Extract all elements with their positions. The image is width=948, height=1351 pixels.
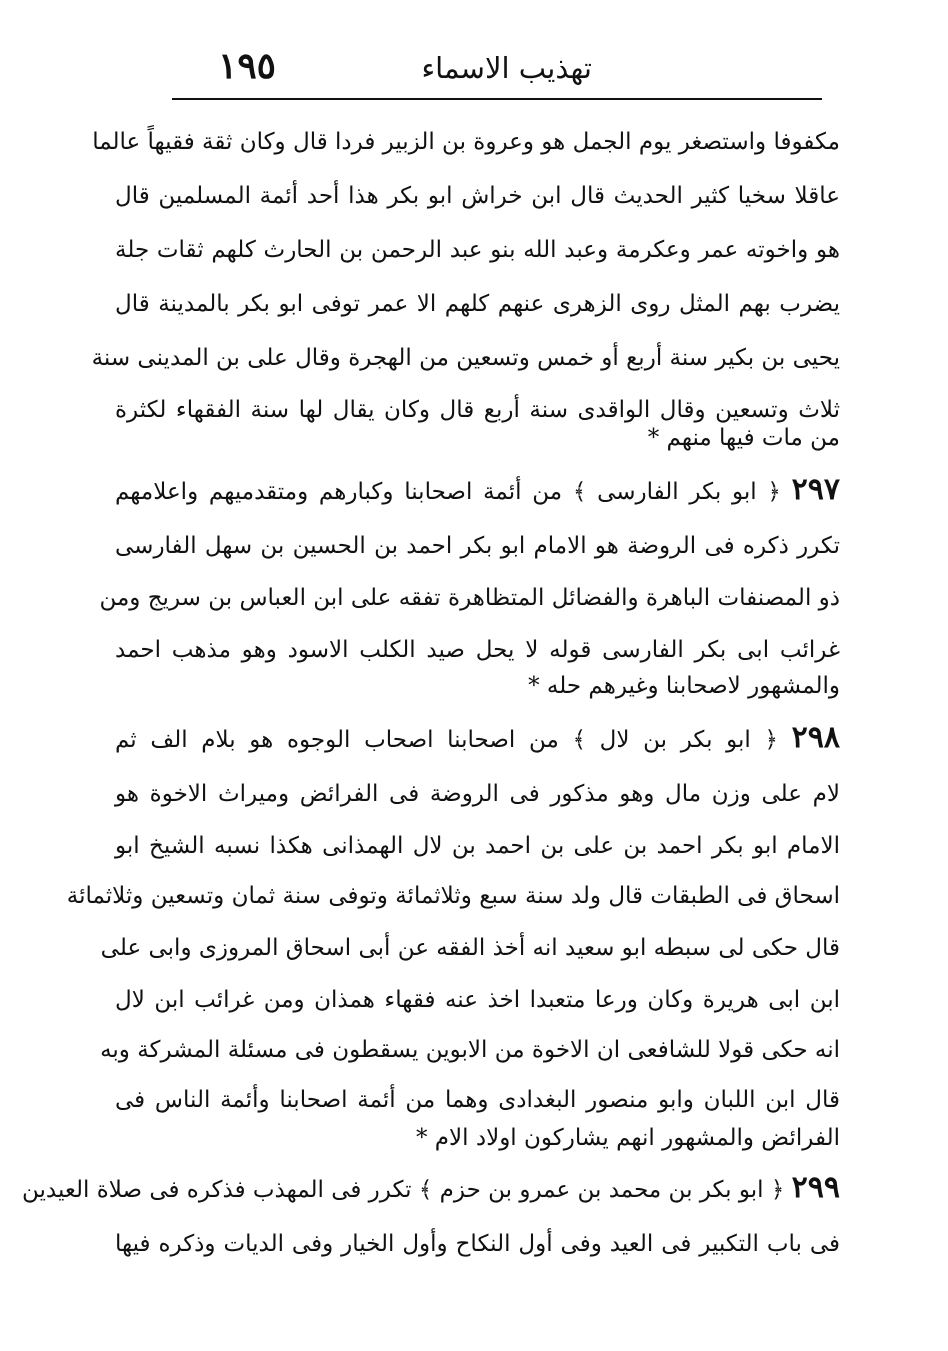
entry-number-299: ٢٩٩ <box>791 1170 840 1205</box>
text-line: فى باب التكبير فى العيد وفى أول النكاح وأول الخيار وفى الديات وذكره فيها <box>115 1231 840 1257</box>
entry-text: ﴿ ابو بكر بن لال ﴾ من اصحابنا اصحاب الوجوه هو بلام الف ثم <box>115 727 778 753</box>
text-line: ذو المصنفات الباهرة والفضائل المتظاهرة تفقه على ابن العباس بن سريج ومن <box>99 585 840 611</box>
text-line: ابن ابى هريرة وكان ورعا متعبدا اخذ عنه فقهاء همذان ومن غرائب ابن لال <box>115 987 840 1013</box>
text-line: لام على وزن مال وهو مذكور فى الروضة فى الفرائض وميراث الاخوة هو <box>115 781 840 807</box>
text-line: تكرر ذكره فى الروضة هو الامام ابو بكر احمد بن الحسين بن سهل الفارسى <box>115 533 840 559</box>
text-line: الامام ابو بكر احمد بن على بن احمد بن لال الهمذانى هكذا نسبه الشيخ ابو <box>115 833 840 859</box>
text-line: انه حكى قولا للشافعى ان الاخوة من الابوين يسقطون فى مسئلة المشركة وبه <box>100 1037 840 1063</box>
entry-line-299 <box>21 1168 840 1208</box>
entry-line-298 <box>115 718 840 758</box>
page-number: ١٩٥ <box>218 45 277 87</box>
text-line: قال حكى لى سبطه ابو سعيد انه أخذ الفقه عن أبى اسحاق المروزى وابى على <box>100 935 840 961</box>
text-line: ثلاث وتسعين وقال الواقدى سنة أربع قال وكان يقال لها سنة الفقهاء لكثرة <box>115 397 840 423</box>
text-line: من مات فيها منهم * <box>647 425 840 451</box>
text-line: قال ابن اللبان وابو منصور البغدادى وهما من أئمة اصحابنا وأئمة الناس فى <box>115 1087 840 1113</box>
text-line: مكفوفا واستصغر يوم الجمل هو وعروة بن الزبير فردا قال وكان ثقة فقيهاً عالما <box>92 129 840 155</box>
text-line: عاقلا سخيا كثير الحديث قال ابن خراش ابو بكر هذا أحد أئمة المسلمين قال <box>115 183 840 209</box>
entry-text: ﴿ ابو بكر بن محمد بن عمرو بن حزم ﴾ تكرر فى المهذب فذكره فى صلاة العيدين <box>21 1177 785 1203</box>
text-line: غرائب ابى بكر الفارسى قوله لا يحل صيد الكلب الاسود وهو مذهب احمد <box>115 637 840 663</box>
text-line: هو واخوته عمر وعكرمة وعبد الله بنو عبد الرحمن بن الحارث كلهم ثقات جلة <box>115 237 840 263</box>
text-line: والمشهور لاصحابنا وغيرهم حله * <box>528 673 840 699</box>
running-title: تهذيب الاسماء <box>421 51 592 85</box>
entry-line-297 <box>115 470 840 510</box>
text-line: يحيى بن بكير سنة أربع أو خمس وتسعين من الهجرة وقال على بن المدينى سنة <box>91 345 840 371</box>
text-line: الفرائض والمشهور انهم يشاركون اولاد الام * <box>415 1125 840 1151</box>
text-line: اسحاق فى الطبقات قال ولد سنة سبع وثلاثمائة وتوفى سنة ثمان وتسعين وثلاثمائة <box>66 883 840 909</box>
entry-number-297: ٢٩٧ <box>791 472 840 507</box>
entry-text: ﴿ ابو بكر الفارسى ﴾ من أئمة اصحابنا وكبارهم ومتقدميهم واعلامهم <box>115 479 781 505</box>
text-line: يضرب بهم المثل روى الزهرى عنهم كلهم الا عمر توفى ابو بكر بالمدينة قال <box>115 291 840 317</box>
entry-number-298: ٢٩٨ <box>791 720 840 755</box>
